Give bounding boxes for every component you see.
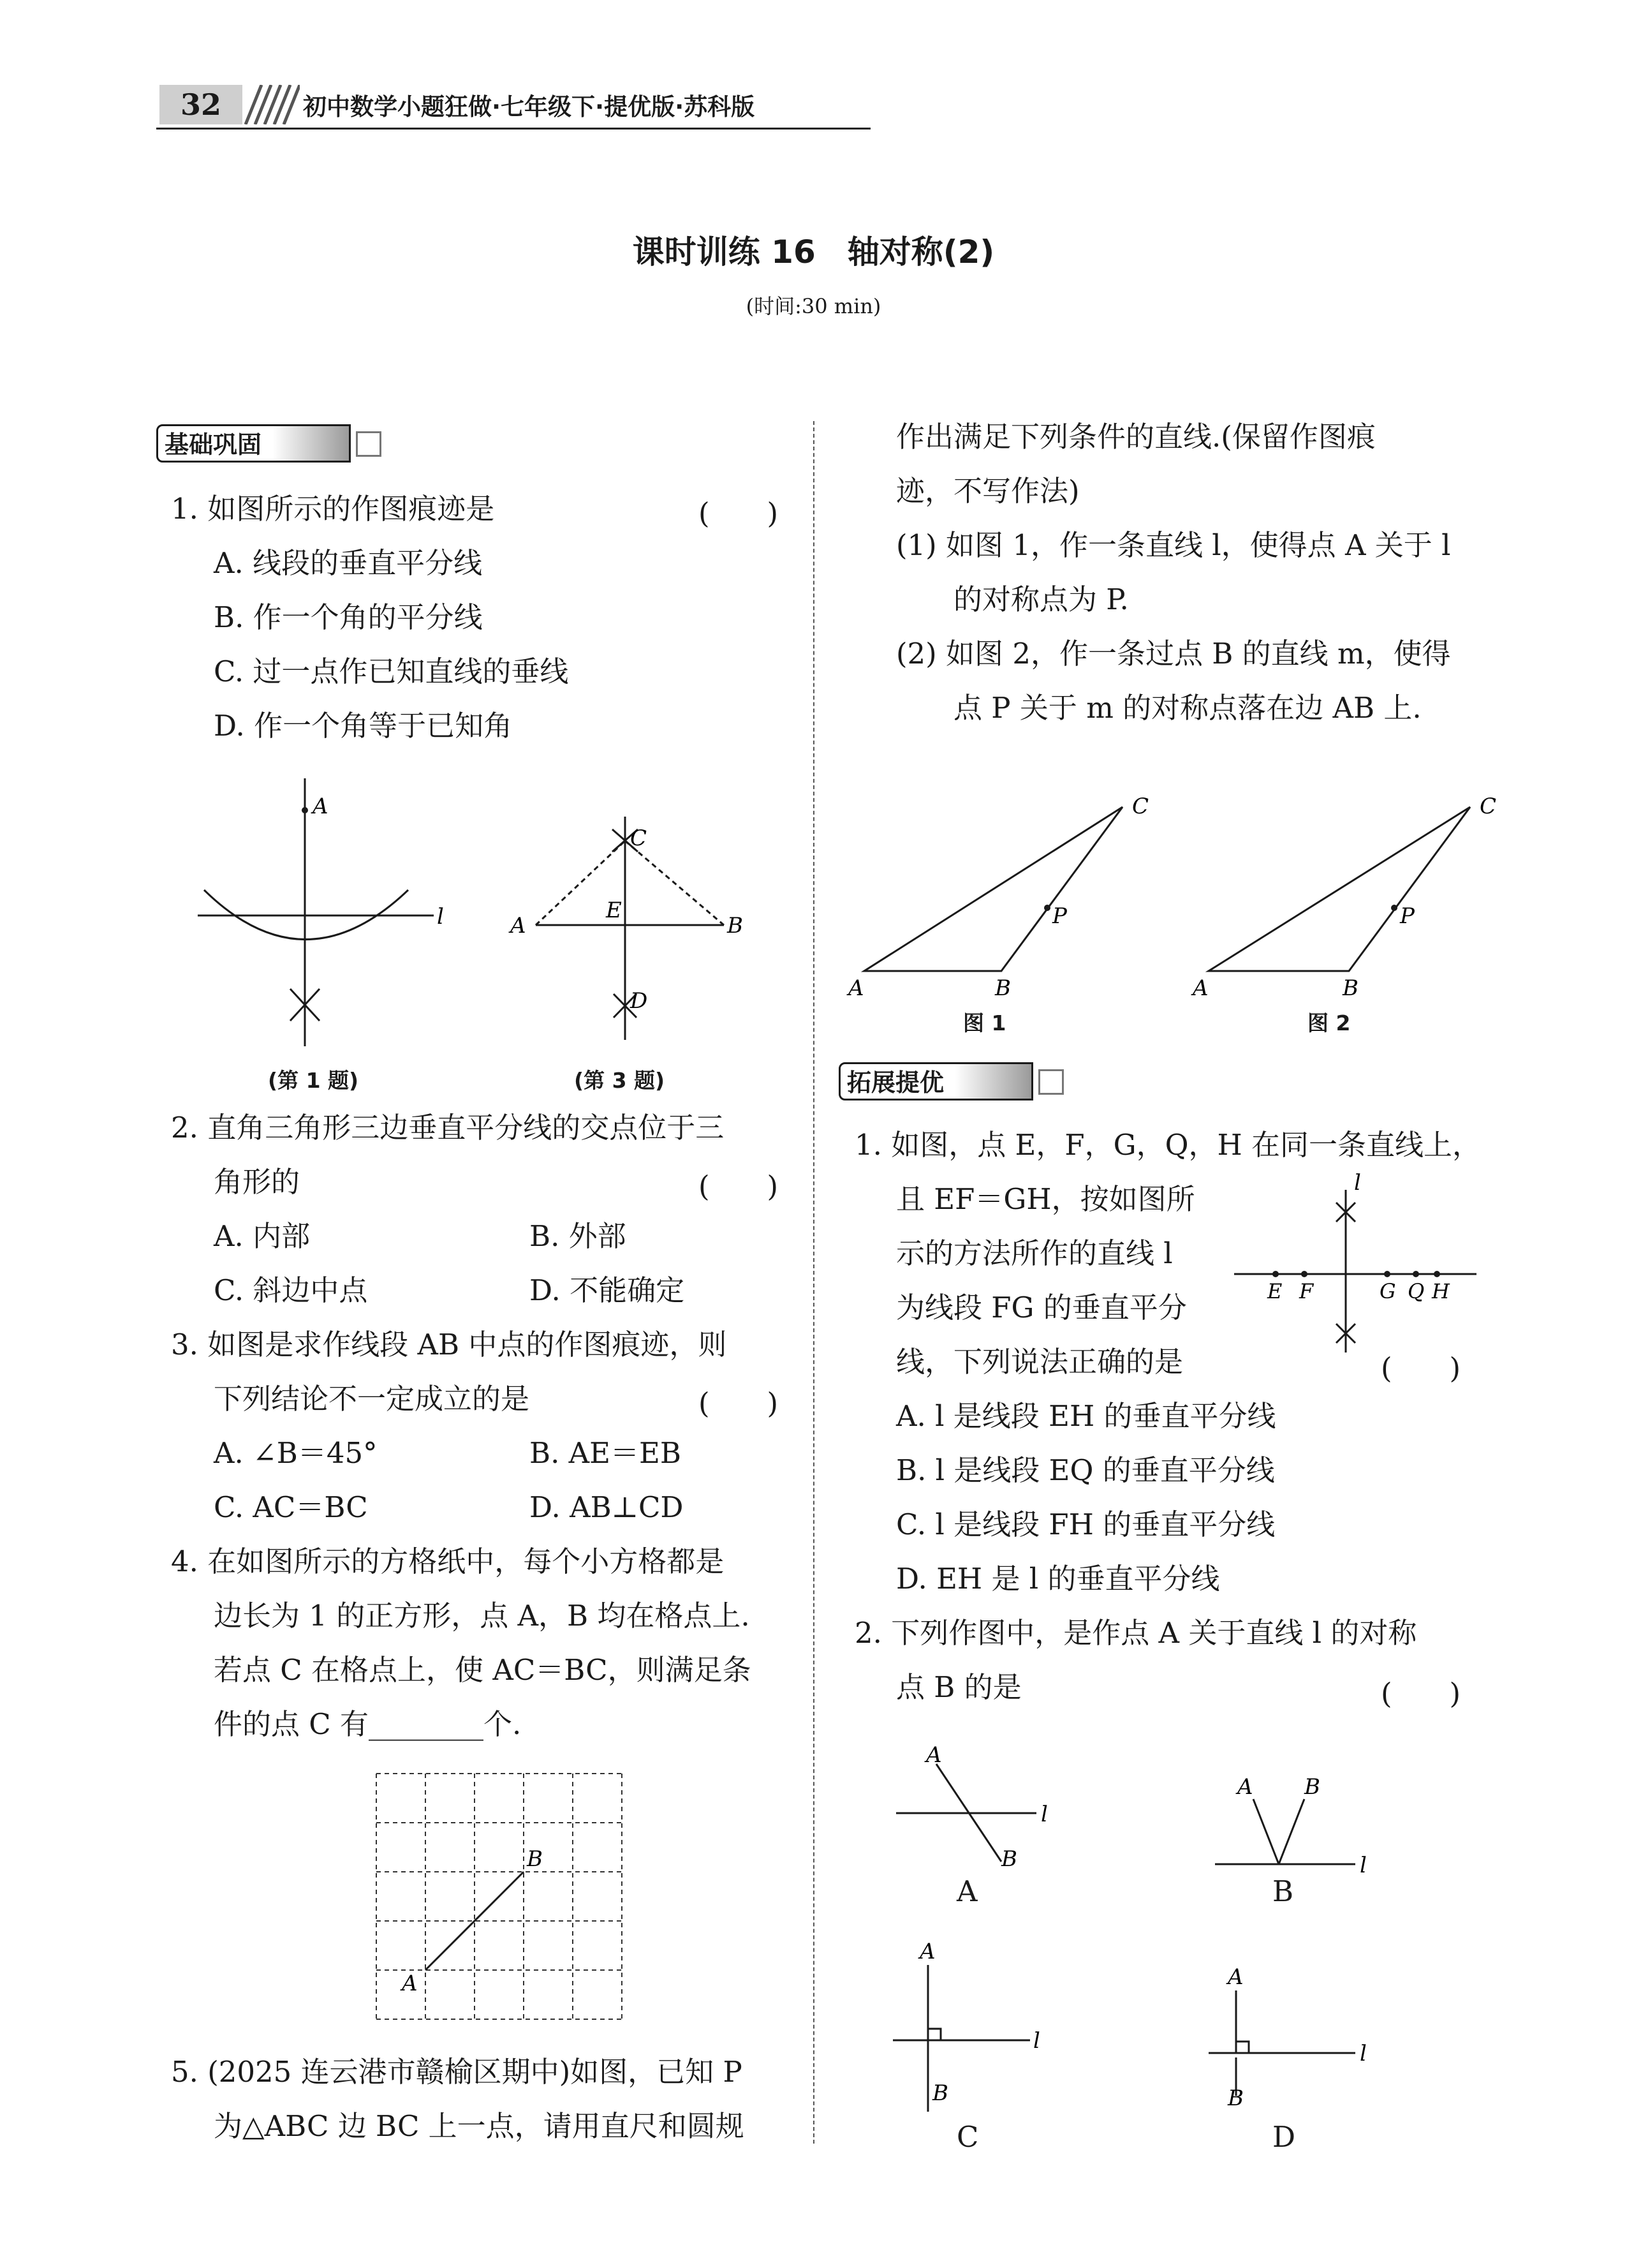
q4-label-a: A <box>402 1971 418 1996</box>
fig2-label-c: C <box>1480 794 1497 819</box>
fig1-label-b: B <box>995 975 1011 998</box>
q1-option-b: B. 作一个角的平分线 <box>214 600 483 634</box>
ext-q2b-label-a: A <box>1237 1774 1253 1800</box>
ext-q1-line5: 线，下列说法正确的是 <box>896 1345 1184 1379</box>
q3-answer-paren: ( ) <box>698 1386 779 1420</box>
q4-line4: 件的点 C 有________个. <box>214 1707 522 1741</box>
q1-option-c: C. 过一点作已知直线的垂线 <box>214 655 569 688</box>
q5-fig1-caption: 图 1 <box>963 1011 1006 1035</box>
ext-q1-option-b: B. l 是线段 EQ 的垂直平分线 <box>896 1453 1275 1487</box>
q1-stem: 1. 如图所示的作图痕迹是 <box>171 492 495 526</box>
q5-line1: 5. (2025 连云港市赣榆区期中)如图，已知 P <box>171 2055 742 2089</box>
q3-stem-line1: 3. 如图是求作线段 AB 中点的作图痕迹，则 <box>171 1328 727 1361</box>
ext-q2-caption-d: D <box>1272 2120 1296 2154</box>
q2-option-a: A. 内部 <box>214 1219 311 1253</box>
q2-stem-line2: 角形的 <box>214 1165 300 1199</box>
q5-part2-line1: (2) 如图 2，作一条过点 B 的直线 m，使得 <box>896 637 1451 671</box>
ext-q1-label-e: E <box>1267 1279 1283 1303</box>
book-title: 初中数学小题狂做·七年级下·提优版·苏科版 <box>303 93 755 121</box>
ext-q1-answer-paren: ( ) <box>1381 1351 1461 1385</box>
page-number: 32 <box>159 85 242 124</box>
ext-q1-label-l: l <box>1354 1171 1361 1196</box>
q1-option-a: A. 线段的垂直平分线 <box>214 546 483 580</box>
section-ext-title: 拓展提优 <box>839 1062 1033 1101</box>
q5-right-line1: 作出满足下列条件的直线.(保留作图痕 <box>896 420 1376 454</box>
q1-label-a: A <box>313 794 328 819</box>
ext-q1-option-a: A. l 是线段 EH 的垂直平分线 <box>896 1399 1276 1433</box>
q5-right-line2: 迹，不写作法) <box>896 474 1080 508</box>
header-rule <box>156 128 871 130</box>
ext-q1-line1: 1. 如图，点 E，F，G，Q，H 在同一条直线上， <box>855 1128 1482 1162</box>
q2-option-d: D. 不能确定 <box>529 1273 685 1307</box>
ext-q1-label-h: H <box>1432 1279 1450 1303</box>
ext-q1-label-g: G <box>1380 1279 1396 1303</box>
ext-q2c-label-b: B <box>932 2080 948 2106</box>
ext-q2b-label-l: l <box>1360 1853 1367 1878</box>
fig2-label-p: P <box>1400 903 1415 929</box>
fig1-caption: (第 1 题) <box>268 1068 359 1093</box>
q2-stem-line1: 2. 直角三角形三边垂直平分线的交点位于三 <box>171 1111 725 1145</box>
ext-q2a-label-a: A <box>926 1742 942 1768</box>
q4-label-b: B <box>527 1846 543 1872</box>
fig3-caption: (第 3 题) <box>574 1068 665 1093</box>
fig2-label-b: B <box>1343 975 1358 998</box>
q3-stem-line2: 下列结论不一定成立的是 <box>214 1382 530 1416</box>
pencil-icon <box>356 431 381 457</box>
ext-q1-line4: 为线段 FG 的垂直平分 <box>896 1291 1187 1324</box>
ext-q2a-label-l: l <box>1041 1802 1048 1827</box>
q3-option-b: B. AE＝EB <box>529 1436 681 1470</box>
ext-q1-figure <box>1228 1171 1496 1356</box>
section-basic-title: 基础巩固 <box>156 424 351 463</box>
ext-q2b-label-b: B <box>1304 1774 1320 1800</box>
q3-figure <box>504 797 759 1053</box>
ext-q2-caption-b: B <box>1272 1874 1294 1908</box>
ext-q1-label-q: Q <box>1408 1279 1425 1303</box>
fig1-label-c: C <box>1132 794 1149 819</box>
ext-q2-caption-a: A <box>957 1874 978 1908</box>
q5-part1-line2: 的对称点为 P. <box>953 582 1129 616</box>
ext-q1-label-f: F <box>1299 1279 1314 1303</box>
pencil-icon <box>1038 1069 1064 1095</box>
lesson-title: 课时训练 16 轴对称(2) <box>632 233 995 271</box>
q3-label-c: C <box>630 826 647 851</box>
q1-label-l: l <box>437 904 444 930</box>
ext-q2c-label-l: l <box>1033 2028 1040 2054</box>
ext-q2a-label-b: B <box>1001 1846 1017 1872</box>
q5-fig2-caption: 图 2 <box>1307 1011 1351 1035</box>
fig1-label-a: A <box>848 975 864 998</box>
ext-q2c-label-a: A <box>920 1939 936 1964</box>
q5-part1-line1: (1) 如图 1，作一条直线 l，使得点 A 关于 l <box>896 528 1451 562</box>
q1-figure <box>191 778 478 1053</box>
q2-answer-paren: ( ) <box>698 1169 779 1203</box>
q5-line2: 为△ABC 边 BC 上一点，请用直尺和圆规 <box>214 2109 744 2143</box>
q3-option-c: C. AC＝BC <box>214 1490 368 1524</box>
q2-option-c: C. 斜边中点 <box>214 1273 368 1307</box>
ext-q2-answer-paren: ( ) <box>1381 1677 1461 1710</box>
q4-line3: 若点 C 在格点上，使 AC＝BC，则满足条 <box>214 1653 751 1687</box>
q1-answer-paren: ( ) <box>698 496 779 530</box>
ext-q1-line2: 且 EF＝GH，按如图所 <box>896 1182 1195 1216</box>
ext-q2-caption-c: C <box>957 2120 979 2154</box>
q3-label-a: A <box>510 913 526 938</box>
q1-option-d: D. 作一个角等于已知角 <box>214 709 513 743</box>
q5-part2-line2: 点 P 关于 m 的对称点落在边 AB 上. <box>953 691 1422 725</box>
column-divider <box>813 421 814 2144</box>
q4-grid-figure <box>370 1767 638 2042</box>
ext-q2-figures <box>880 1723 1505 2265</box>
q3-label-d: D <box>630 988 648 1014</box>
ext-q2d-label-l: l <box>1360 2041 1367 2066</box>
fig2-label-a: A <box>1193 975 1209 998</box>
time-note: (时间:30 min) <box>746 294 881 318</box>
q3-label-e: E <box>606 898 622 923</box>
q2-option-b: B. 外部 <box>529 1219 626 1253</box>
ext-q2d-label-b: B <box>1228 2086 1244 2111</box>
q4-line2: 边长为 1 的正方形，点 A，B 均在格点上. <box>214 1599 750 1633</box>
q3-option-d: D. AB⊥CD <box>529 1490 684 1524</box>
ext-q2-line1: 2. 下列作图中，是作点 A 关于直线 l 的对称 <box>855 1616 1417 1650</box>
ext-q2-line2: 点 B 的是 <box>896 1670 1022 1704</box>
q3-label-b: B <box>727 913 743 938</box>
ext-q2d-label-a: A <box>1228 1964 1244 1990</box>
q4-line1: 4. 在如图所示的方格纸中，每个小方格都是 <box>171 1545 725 1578</box>
ext-q1-option-d: D. EH 是 l 的垂直平分线 <box>896 1562 1220 1596</box>
fig1-label-p: P <box>1052 903 1067 929</box>
q5-triangle-figures <box>842 788 1512 998</box>
ext-q1-line3: 示的方法所作的直线 l <box>896 1236 1173 1270</box>
ext-q1-option-c: C. l 是线段 FH 的垂直平分线 <box>896 1508 1276 1541</box>
header-stripes <box>242 85 300 124</box>
q3-option-a: A. ∠B＝45° <box>214 1436 378 1470</box>
